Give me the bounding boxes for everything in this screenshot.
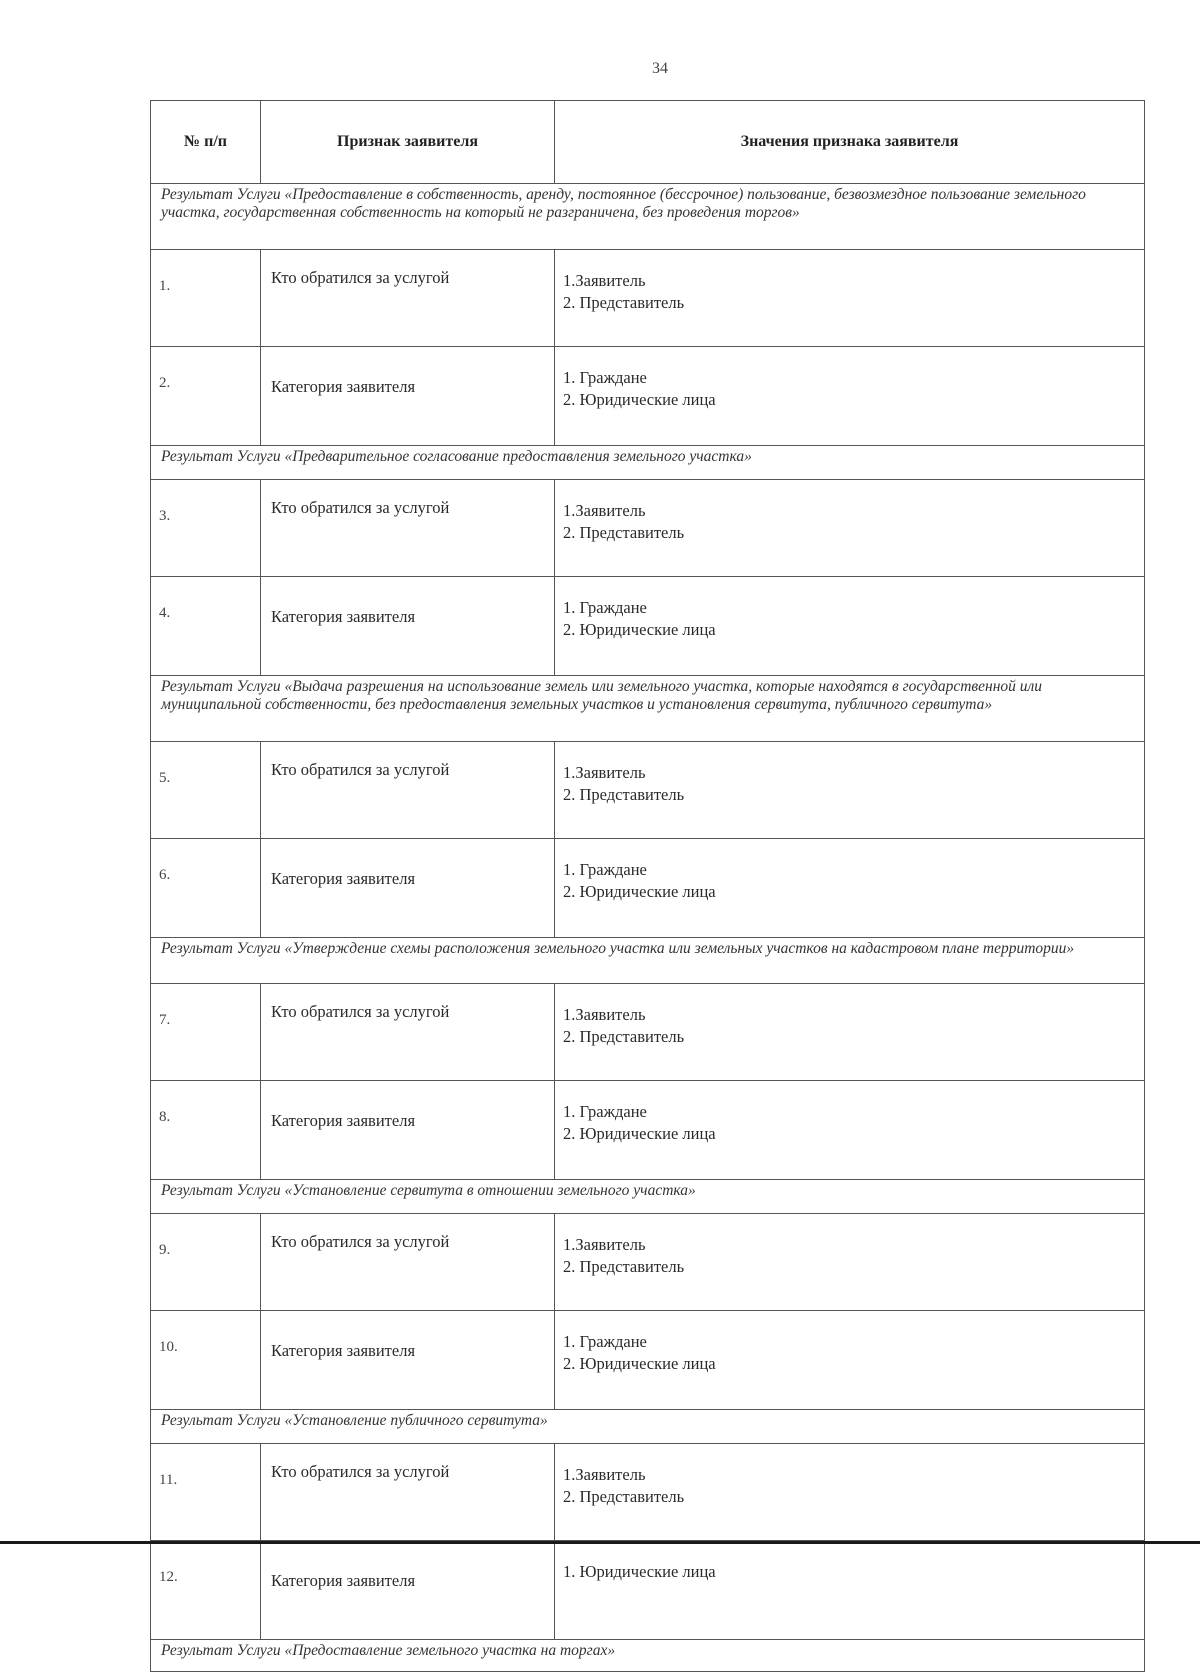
row-number: 4. <box>151 577 261 676</box>
row-values <box>555 1311 1145 1410</box>
section-title: Результат Услуги «Установление публичного сервитута» <box>151 1410 1145 1444</box>
section-title: Результат Услуги «Предварительное согласование предоставления земельного участка» <box>151 446 1145 480</box>
row-values <box>555 1541 1145 1640</box>
table-row <box>151 1081 1145 1180</box>
row-values <box>555 1081 1145 1180</box>
row-number: 8. <box>151 1081 261 1180</box>
row-value-line: 1. Граждане <box>563 1332 647 1351</box>
row-value-line: 1.Заявитель <box>563 271 646 290</box>
row-number: 6. <box>151 839 261 938</box>
row-number: 3. <box>151 480 261 577</box>
row-value-line: 1. Граждане <box>563 368 647 387</box>
row-number: 5. <box>151 742 261 839</box>
table-row <box>151 1214 1145 1311</box>
row-value-line: 2. Представитель <box>563 1257 685 1276</box>
table-row <box>151 984 1145 1081</box>
row-number: 11. <box>151 1444 261 1541</box>
row-values <box>555 250 1145 347</box>
row-number: 10. <box>151 1311 261 1410</box>
header-attribute: Признак заявителя <box>261 101 555 184</box>
section-row <box>151 1180 1145 1214</box>
row-attribute: Категория заявителя <box>261 1081 555 1180</box>
row-values <box>555 742 1145 839</box>
row-values <box>555 577 1145 676</box>
row-value-line: 2. Представитель <box>563 523 685 542</box>
header-values: Значения признака заявителя <box>555 101 1145 184</box>
row-value-line: 1.Заявитель <box>563 1005 646 1024</box>
row-value-line: 1. Граждане <box>563 598 647 617</box>
section-title: Результат Услуги «Утверждение схемы расположения земельного участка или земельных участков на кадастровом плане территории» <box>151 938 1145 984</box>
row-number: 7. <box>151 984 261 1081</box>
row-value-line: 2. Представитель <box>563 293 685 312</box>
section-title: Результат Услуги «Выдача разрешения на использование земель или земельного участка, которые находятся в государственной или муниципальной собственности, без предоставления земельных участков и установления сервитута, публичного сервитута» <box>151 676 1145 742</box>
row-number: 9. <box>151 1214 261 1311</box>
row-value-line: 2. Представитель <box>563 785 685 804</box>
page-number: 34 <box>652 60 668 77</box>
row-attribute: Кто обратился за услугой <box>261 984 555 1081</box>
section-row <box>151 184 1145 250</box>
row-value-line: 1.Заявитель <box>563 1235 646 1254</box>
row-values <box>555 1444 1145 1541</box>
row-attribute: Кто обратился за услугой <box>261 1444 555 1541</box>
table-row <box>151 742 1145 839</box>
row-attribute: Категория заявителя <box>261 347 555 446</box>
row-attribute: Категория заявителя <box>261 577 555 676</box>
section-row <box>151 1410 1145 1444</box>
table-row <box>151 1311 1145 1410</box>
row-value-line: 2. Юридические лица <box>563 882 716 901</box>
table-row <box>151 1541 1145 1640</box>
row-value-line: 1. Юридические лица <box>563 1562 716 1581</box>
row-values <box>555 347 1145 446</box>
row-attribute: Кто обратился за услугой <box>261 250 555 347</box>
row-attribute: Категория заявителя <box>261 1311 555 1410</box>
section-title: Результат Услуги «Предоставление земельного участка на торгах» <box>151 1640 1145 1672</box>
table-row <box>151 839 1145 938</box>
row-value-line: 1.Заявитель <box>563 763 646 782</box>
row-attribute: Категория заявителя <box>261 839 555 938</box>
header-num: № п/п <box>151 101 261 184</box>
row-values <box>555 839 1145 938</box>
row-values <box>555 984 1145 1081</box>
table-row <box>151 577 1145 676</box>
scan-edge-line <box>0 1541 1200 1544</box>
row-value-line: 2. Юридические лица <box>563 620 716 639</box>
table-row <box>151 480 1145 577</box>
section-row <box>151 938 1145 984</box>
applicant-attributes-table <box>150 100 1145 1672</box>
row-value-line: 2. Юридические лица <box>563 1124 716 1143</box>
row-value-line: 2. Представитель <box>563 1027 685 1046</box>
section-row <box>151 446 1145 480</box>
row-value-line: 2. Юридические лица <box>563 390 716 409</box>
row-attribute: Кто обратился за услугой <box>261 1214 555 1311</box>
row-attribute: Кто обратился за услугой <box>261 480 555 577</box>
row-value-line: 1. Граждане <box>563 860 647 879</box>
section-row <box>151 1640 1145 1672</box>
section-title: Результат Услуги «Предоставление в собственность, аренду, постоянное (бессрочное) пользование, безвозмездное пользование земельного участка, государственная собственность на который не разграничена, без проведения торгов» <box>151 184 1145 250</box>
row-value-line: 1.Заявитель <box>563 1465 646 1484</box>
section-title: Результат Услуги «Установление сервитута в отношении земельного участка» <box>151 1180 1145 1214</box>
table-row <box>151 347 1145 446</box>
table-row <box>151 1444 1145 1541</box>
row-value-line: 2. Представитель <box>563 1487 685 1506</box>
row-value-line: 1.Заявитель <box>563 501 646 520</box>
row-number: 12. <box>151 1541 261 1640</box>
row-values <box>555 480 1145 577</box>
row-value-line: 1. Граждане <box>563 1102 647 1121</box>
table-row <box>151 250 1145 347</box>
row-attribute: Категория заявителя <box>261 1541 555 1640</box>
row-number: 2. <box>151 347 261 446</box>
row-number: 1. <box>151 250 261 347</box>
table-header-row <box>151 101 1145 184</box>
section-row <box>151 676 1145 742</box>
row-values <box>555 1214 1145 1311</box>
row-attribute: Кто обратился за услугой <box>261 742 555 839</box>
row-value-line: 2. Юридические лица <box>563 1354 716 1373</box>
